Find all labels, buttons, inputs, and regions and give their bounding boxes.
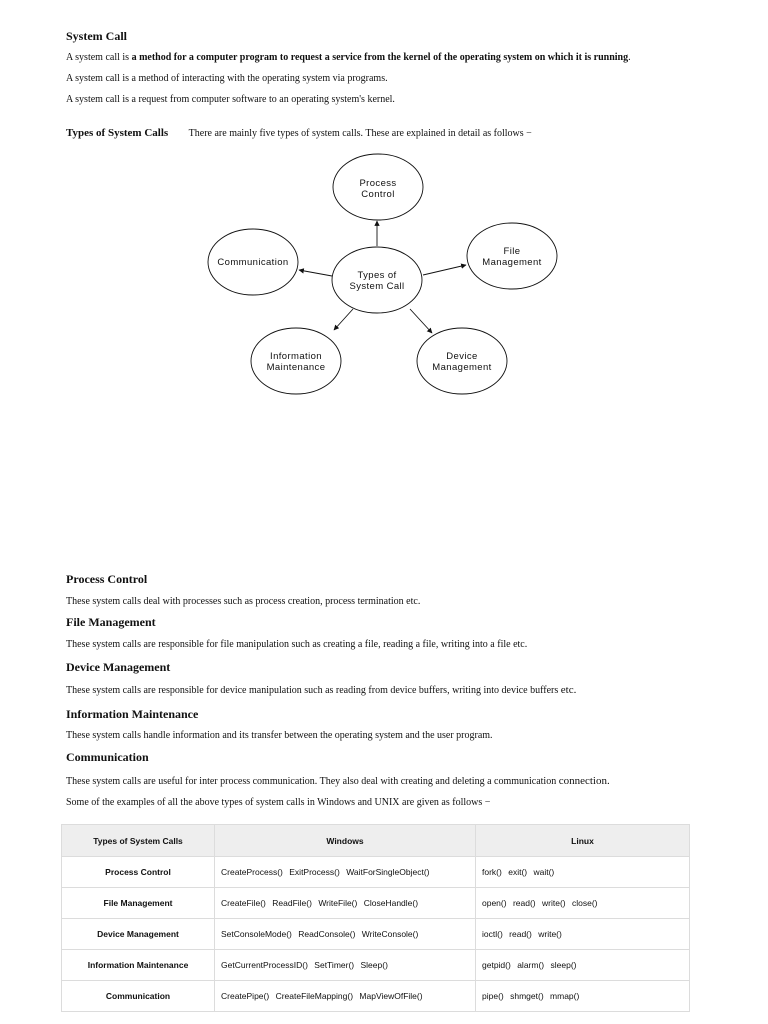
section-text-process-control: These system calls deal with processes such as process creation, process termination etc. xyxy=(66,596,421,607)
section-text-device-management-body: These system calls are responsible for device manipulation such as reading from device buffers, writing into device buffers xyxy=(66,685,559,696)
system-call-types-diagram xyxy=(196,152,566,402)
windows-function-name: CreatePipe() xyxy=(221,991,270,1001)
linux-function-name: exit() xyxy=(508,867,528,877)
windows-function-name: SetTimer() xyxy=(314,960,355,970)
arrow-to-device-management xyxy=(410,309,432,333)
section-heading-communication: Communication xyxy=(66,750,149,764)
node-device-management-label-2: Management xyxy=(432,362,492,373)
section-text-device-management xyxy=(66,684,576,696)
arrow-to-communication xyxy=(299,270,332,276)
cell-linux xyxy=(476,919,690,950)
intro-line-1 xyxy=(66,52,631,63)
linux-function-name: pipe() xyxy=(482,991,504,1001)
table-row xyxy=(62,950,690,981)
linux-function-name: read() xyxy=(512,898,536,908)
section-text-communication-body: These system calls are useful for inter process communication. They also deal with creating and deleting a communication xyxy=(66,776,557,787)
linux-function-name: shmget() xyxy=(510,991,544,1001)
node-communication-label: Communication xyxy=(217,257,289,268)
linux-function-name: mmap() xyxy=(550,991,580,1001)
types-heading-text: There are mainly five types of system calls. These are explained in detail as follows − xyxy=(188,128,532,139)
linux-function-name: wait() xyxy=(533,867,555,877)
linux-function-name: ioctl() xyxy=(482,929,503,939)
windows-function-name: Sleep() xyxy=(360,960,388,970)
linux-function-name: open() xyxy=(482,898,507,908)
cell-linux xyxy=(476,857,690,888)
intro-line-1-prefix: A system call is xyxy=(66,52,132,63)
table-row xyxy=(62,888,690,919)
linux-function-name: close() xyxy=(572,898,598,908)
intro-line-1-bold: a method for a computer program to request a service from the kernel of the operating system on which it is running xyxy=(131,52,629,63)
table-header-row xyxy=(62,825,690,857)
windows-function-name: ReadConsole() xyxy=(298,929,356,939)
cell-type: Device Management xyxy=(62,919,215,950)
examples-line: Some of the examples of all the above types of system calls in Windows and UNIX are given as follows − xyxy=(66,797,491,808)
section-heading-process-control: Process Control xyxy=(66,572,148,586)
windows-function-name: CloseHandle() xyxy=(363,898,419,908)
types-heading-row xyxy=(66,127,532,139)
section-text-communication xyxy=(66,775,610,787)
node-device-management-label-1: Device xyxy=(446,351,478,362)
linux-function-name: write() xyxy=(538,929,562,939)
cell-type: Communication xyxy=(62,981,215,1012)
linux-function-name: getpid() xyxy=(482,960,511,970)
linux-function-name: sleep() xyxy=(550,960,577,970)
cell-windows xyxy=(215,981,476,1012)
section-text-file-management: These system calls are responsible for file manipulation such as creating a file, reading a file, writing into a file etc. xyxy=(66,639,528,650)
cell-windows xyxy=(215,888,476,919)
section-text-information-maintenance: These system calls handle information and its transfer between the operating system and the user program. xyxy=(66,730,493,741)
node-process-control-label-2: Control xyxy=(361,189,395,200)
cell-linux xyxy=(476,981,690,1012)
windows-function-name: CreateProcess() xyxy=(221,867,283,877)
node-information-maintenance-label-2: Maintenance xyxy=(266,362,326,373)
intro-line-3: A system call is a request from computer software to an operating system's kernel. xyxy=(66,94,395,105)
section-heading-file-management: File Management xyxy=(66,615,156,629)
windows-function-name: GetCurrentProcessID() xyxy=(221,960,308,970)
cell-windows xyxy=(215,857,476,888)
header-windows: Windows xyxy=(215,825,476,857)
system-calls-table xyxy=(61,824,690,1012)
table-row xyxy=(62,981,690,1012)
intro-line-1-suffix: . xyxy=(628,52,631,63)
windows-function-name: ReadFile() xyxy=(272,898,312,908)
linux-function-name: alarm() xyxy=(517,960,545,970)
windows-function-name: ExitProcess() xyxy=(289,867,340,877)
node-center-label-2: System Call xyxy=(349,281,405,292)
windows-function-name: MapViewOfFile() xyxy=(359,991,423,1001)
cell-type: Process Control xyxy=(62,857,215,888)
node-information-maintenance-label-1: Information xyxy=(270,351,322,362)
windows-function-name: CreateFileMapping() xyxy=(275,991,354,1001)
cell-type: Information Maintenance xyxy=(62,950,215,981)
section-heading-information-maintenance: Information Maintenance xyxy=(66,707,199,721)
doc-title: System Call xyxy=(66,29,127,43)
windows-function-name: SetConsoleMode() xyxy=(221,929,292,939)
cell-windows xyxy=(215,950,476,981)
table-row xyxy=(62,919,690,950)
windows-function-name: CreateFile() xyxy=(221,898,266,908)
linux-function-name: read() xyxy=(509,929,532,939)
cell-linux xyxy=(476,888,690,919)
intro-line-2: A system call is a method of interacting with the operating system via programs. xyxy=(66,73,388,84)
table-row xyxy=(62,857,690,888)
types-heading-label: Types of System Calls xyxy=(66,127,169,139)
cell-windows xyxy=(215,919,476,950)
windows-function-name: WaitForSingleObject() xyxy=(346,867,430,877)
node-process-control-label-1: Process xyxy=(359,178,397,189)
header-types: Types of System Calls xyxy=(62,825,215,857)
node-file-management-label-1: File xyxy=(503,246,521,257)
section-heading-device-management: Device Management xyxy=(66,660,171,674)
cell-type: File Management xyxy=(62,888,215,919)
linux-function-name: write() xyxy=(542,898,566,908)
linux-function-name: fork() xyxy=(482,867,502,877)
section-text-device-management-tail: etc. xyxy=(560,684,577,696)
arrow-to-information-maintenance xyxy=(334,309,353,330)
arrow-to-file-management xyxy=(423,265,466,275)
cell-linux xyxy=(476,950,690,981)
node-center-label-1: Types of xyxy=(357,270,397,281)
windows-function-name: WriteConsole() xyxy=(361,929,419,939)
node-file-management-label-2: Management xyxy=(482,257,542,268)
windows-function-name: WriteFile() xyxy=(318,898,358,908)
table-body xyxy=(62,857,690,1012)
section-text-communication-tail: connection. xyxy=(558,775,610,787)
header-linux: Linux xyxy=(476,825,690,857)
